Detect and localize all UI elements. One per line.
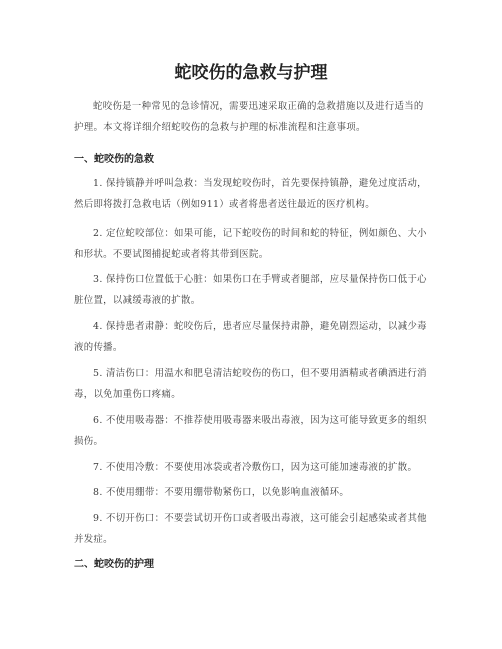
first-aid-item-1: 1. 保持镇静并呼叫急救：当发现蛇咬伤时，首先要保持镇静，避免过度活动，然后即将拨打急救电话（例如911）或者将患者送往最近的医疗机构。 <box>74 178 427 210</box>
first-aid-item-5: 5. 清洁伤口：用温水和肥皂清洁蛇咬伤的伤口，但不要用酒精或者碘酒进行消毒，以免加重伤口疼痛。 <box>74 368 427 400</box>
first-aid-item-2: 2. 定位蛇咬部位：如果可能，记下蛇咬伤的时间和蛇的特征，例如颜色、大小和形状。不要试图捕捉蛇或者将其带到医院。 <box>74 228 427 260</box>
first-aid-item-4: 4. 保持患者肃静：蛇咬伤后，患者应尽量保持肃静，避免剧烈运动，以减少毒液的传播。 <box>74 321 427 353</box>
section-heading-care: 二、蛇咬伤的护理 <box>74 559 154 570</box>
first-aid-item-9: 9. 不切开伤口：不要尝试切开伤口或者吸出毒液，这可能会引起感染或者其他并发症。 <box>74 513 427 545</box>
section-heading-first-aid: 一、蛇咬伤的急救 <box>74 154 154 165</box>
first-aid-item-7: 7. 不使用冷敷：不要使用冰袋或者冷敷伤口，因为这可能加速毒液的扩散。 <box>93 462 418 473</box>
first-aid-item-3: 3. 保持伤口位置低于心脏：如果伤口在手臂或者腿部，应尽量保持伤口低于心脏位置，以减缓毒液的扩散。 <box>74 274 427 306</box>
page-title: 蛇咬伤的急救与护理 <box>174 63 328 83</box>
intro-paragraph: 蛇咬伤是一种常见的急诊情况，需要迅速采取正确的急救措施以及进行适当的护理。本文将详细介绍蛇咬伤的急救与护理的标准流程和注意事项。 <box>74 101 424 133</box>
first-aid-item-6: 6. 不使用吸毒器：不推荐使用吸毒器来吸出毒液，因为这可能导致更多的组织损伤。 <box>74 415 427 447</box>
first-aid-item-8: 8. 不使用绷带：不要用绷带勒紧伤口，以免影响血液循环。 <box>93 487 350 498</box>
